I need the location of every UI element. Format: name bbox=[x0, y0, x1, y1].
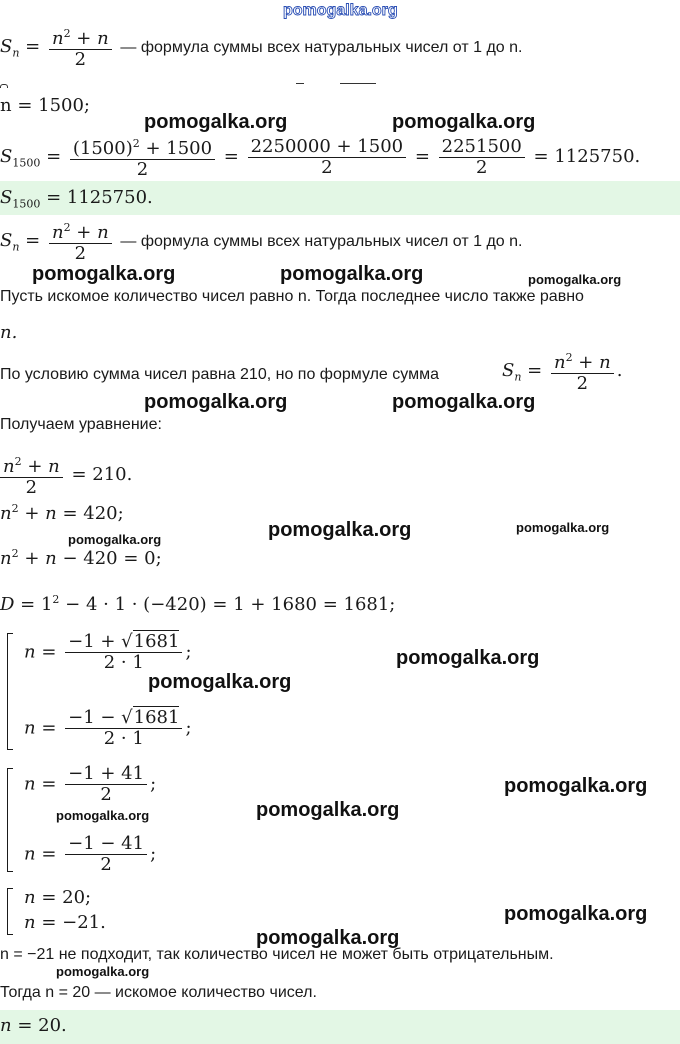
sum-formula-2: $S_n$ = $\frac{n^2 + n}{2}$ — формула суммы всех натуральных чисел от 1 до n. bbox=[0, 218, 522, 264]
watermark: pomogalka.org bbox=[528, 272, 622, 287]
watermark: pomogalka.org bbox=[56, 964, 150, 979]
root-4: n = $\frac{-1 - 41}{2}$ ; bbox=[24, 833, 157, 875]
sum-calculation: $S_{1500}$ = $\frac{(1500)^2 + 1500}{2}$ = $\frac{2250000 + 1500}{2}$ = $\frac{2251500}{2}$ = 1125750. bbox=[0, 135, 641, 180]
watermark: pomogalka.org bbox=[268, 519, 412, 541]
watermark: pomogalka.org bbox=[148, 671, 292, 693]
watermark: pomogalka.org bbox=[516, 520, 610, 535]
watermark: pomogalka.org bbox=[144, 391, 288, 413]
bracket-3 bbox=[7, 888, 13, 935]
intro-text: Пусть искомое количество чисел равно n. Тогда последнее число также равно bbox=[0, 288, 584, 305]
equation-label: Получаем уравнение: bbox=[0, 416, 162, 433]
formula-caption-2: — формула суммы всех натуральных чисел от 1 до n. bbox=[120, 233, 523, 250]
equation-2: $n^2 + n = 420$; bbox=[0, 502, 124, 524]
root-3: n = $\frac{-1 + 41}{2}$ ; bbox=[24, 763, 157, 805]
reject-text: n = −21 не подходит, так количество чисел не может быть отрицательным. bbox=[0, 946, 554, 963]
formula-caption-1: — формула суммы всех натуральных чисел от 1 до n. bbox=[120, 39, 523, 56]
equation-1-rhs: = 210. bbox=[71, 464, 133, 485]
watermark: pomogalka.org bbox=[504, 903, 648, 925]
watermark: pomogalka.org bbox=[504, 775, 648, 797]
watermark-top: pomogalka.org bbox=[283, 2, 398, 19]
watermark: pomogalka.org bbox=[396, 647, 540, 669]
watermark: pomogalka.org bbox=[56, 808, 150, 823]
watermark: pomogalka.org bbox=[68, 532, 162, 547]
answer-box-2 bbox=[0, 1010, 680, 1044]
watermark: pomogalka.org bbox=[256, 799, 400, 821]
intro-end: n. bbox=[0, 322, 18, 343]
equation-3: $n^2 + n - 420 = 0$; bbox=[0, 547, 162, 569]
bracket-2 bbox=[7, 768, 13, 872]
watermark: pomogalka.org bbox=[280, 263, 424, 285]
root-2: n = $\frac{-1 - √1681}{2 \cdot 1}$ ; bbox=[24, 707, 192, 749]
sum-formula-1: $S_n$ = $\frac{n^2 + n}{2}$ — формула суммы всех натуральных чисел от 1 до n. bbox=[0, 24, 522, 70]
bracket-1 bbox=[7, 633, 13, 750]
n-value: n = 1500; bbox=[0, 95, 90, 116]
watermark: pomogalka.org bbox=[32, 263, 176, 285]
watermark: pomogalka.org bbox=[392, 391, 536, 413]
root-final-1: n = 20; bbox=[24, 887, 92, 908]
answer-2: n = 20. bbox=[0, 1015, 67, 1036]
cut-line bbox=[0, 80, 400, 88]
answer-1: $S_{1500} = 1125750$. bbox=[0, 187, 153, 211]
discriminant: $D = 1^2 - 4 \cdot 1 \cdot (-420) = 1 + 1680 = 1681$; bbox=[0, 593, 396, 615]
equation-1: $\frac{n^2 + n}{2}$ = 210. bbox=[0, 452, 132, 498]
watermark: pomogalka.org bbox=[144, 111, 288, 133]
root-1: n = $\frac{-1 + √1681}{2 \cdot 1}$ ; bbox=[24, 631, 192, 673]
watermark: pomogalka.org bbox=[392, 111, 536, 133]
condition-formula: $S_n$ = $\frac{n^2 + n}{2}$ . bbox=[502, 348, 622, 394]
conclusion-text: Тогда n = 20 — искомое количество чисел. bbox=[0, 984, 317, 1001]
watermark: pomogalka.org bbox=[256, 927, 400, 949]
condition-text: По условию сумма чисел равна 210, но по формуле сумма bbox=[0, 366, 439, 383]
root-final-2: n = −21. bbox=[24, 912, 106, 933]
calc-result: = 1125750. bbox=[533, 146, 641, 167]
